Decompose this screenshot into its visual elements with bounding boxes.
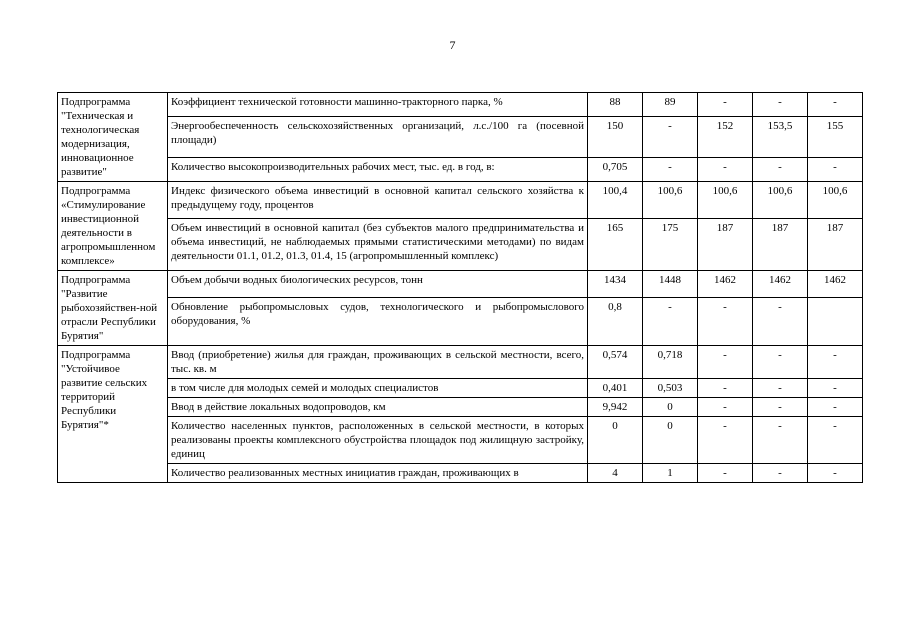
indicator-name: Количество высокопроизводительных рабочих мест, тыс. ед. в год, в:: [168, 158, 588, 182]
indicator-value: -: [698, 379, 753, 398]
indicator-value: -: [808, 379, 863, 398]
table-row: [58, 158, 863, 182]
indicator-value: 1462: [808, 271, 863, 298]
table-row: [58, 379, 863, 398]
indicator-value: -: [753, 298, 808, 346]
indicator-value: -: [698, 93, 753, 117]
indicator-name: Обновление рыбопромысловых судов, технологического и рыбопромыслового оборудования, %: [168, 298, 588, 346]
indicator-value: -: [808, 158, 863, 182]
indicator-value: 150: [588, 116, 643, 157]
table-row: [58, 271, 863, 298]
indicator-value: -: [753, 346, 808, 379]
indicator-value: -: [698, 417, 753, 464]
indicator-value: 100,6: [808, 182, 863, 219]
page-number: 7: [449, 38, 456, 52]
indicator-value: 9,942: [588, 398, 643, 417]
indicator-value: 187: [753, 218, 808, 270]
indicator-value: -: [808, 93, 863, 117]
subprogram-name: Подпрограмма "Устойчивое развитие сельских территорий Республики Бурятия"*: [58, 346, 168, 483]
indicators-table: [57, 92, 863, 483]
indicator-value: 100,6: [698, 182, 753, 219]
table-row: [58, 218, 863, 270]
table-row: [58, 116, 863, 157]
indicator-value: -: [753, 398, 808, 417]
table-row: [58, 346, 863, 379]
table-row: [58, 298, 863, 346]
indicator-value: 0: [643, 398, 698, 417]
indicator-name: Ввод (приобретение) жилья для граждан, проживающих в сельской местности, всего, тыс. кв. м: [168, 346, 588, 379]
table-row: [58, 417, 863, 464]
indicator-value: 0,8: [588, 298, 643, 346]
indicator-value: -: [643, 158, 698, 182]
indicator-value: -: [753, 379, 808, 398]
indicator-value: 1434: [588, 271, 643, 298]
indicator-value: 1: [643, 464, 698, 483]
indicator-name: Количество населенных пунктов, расположенных в сельской местности, в которых реализованы проекты комплексного обустройства площадок под жилищную застройку, единиц: [168, 417, 588, 464]
indicator-name: Объем инвестиций в основной капитал (без субъектов малого предпринимательства и объема инвестиций, не наблюдаемых прямыми статистическими методами) по видам деятельности 01.1, 01.2, 01.3, 01.4, 15 (агропромышленный комплекс): [168, 218, 588, 270]
indicator-value: -: [698, 464, 753, 483]
indicator-value: 1448: [643, 271, 698, 298]
indicator-value: 0,574: [588, 346, 643, 379]
indicator-value: 1462: [698, 271, 753, 298]
indicator-value: -: [808, 346, 863, 379]
indicator-name: Объем добычи водных биологических ресурсов, тонн: [168, 271, 588, 298]
indicator-name: Ввод в действие локальных водопроводов, км: [168, 398, 588, 417]
subprogram-name: Подпрограмма "Техническая и технологическая модернизация, инновационное развитие": [58, 93, 168, 182]
indicator-value: 0: [643, 417, 698, 464]
indicator-value: -: [808, 417, 863, 464]
indicator-value: 153,5: [753, 116, 808, 157]
indicator-value: 100,6: [643, 182, 698, 219]
indicator-value: -: [808, 398, 863, 417]
indicator-value: 0,401: [588, 379, 643, 398]
indicator-value: -: [698, 298, 753, 346]
indicator-value: 0,718: [643, 346, 698, 379]
indicator-value: 175: [643, 218, 698, 270]
indicator-name: Коэффициент технической готовности машинно-тракторного парка, %: [168, 93, 588, 117]
indicator-value: 88: [588, 93, 643, 117]
indicator-value: [808, 298, 863, 346]
indicator-value: -: [698, 346, 753, 379]
indicator-value: 1462: [753, 271, 808, 298]
indicator-value: -: [753, 93, 808, 117]
indicator-value: 89: [643, 93, 698, 117]
subprogram-name: Подпрограмма «Стимулирование инвестиционной деятельности в агропромышленном комплексе»: [58, 182, 168, 271]
indicator-value: -: [698, 158, 753, 182]
table-row: [58, 464, 863, 483]
indicator-value: 100,6: [753, 182, 808, 219]
indicator-name: Количество реализованных местных инициатив граждан, проживающих в: [168, 464, 588, 483]
indicator-value: -: [753, 417, 808, 464]
indicator-value: 100,4: [588, 182, 643, 219]
indicator-value: -: [643, 298, 698, 346]
indicator-value: 0: [588, 417, 643, 464]
table-row: [58, 93, 863, 117]
indicator-value: -: [753, 464, 808, 483]
indicator-name: в том числе для молодых семей и молодых специалистов: [168, 379, 588, 398]
table-row: [58, 398, 863, 417]
indicator-value: 152: [698, 116, 753, 157]
subprogram-name: Подпрограмма "Развитие рыбохозяйствен-ной отрасли Республики Бурятия": [58, 271, 168, 346]
indicator-value: 155: [808, 116, 863, 157]
indicator-value: 165: [588, 218, 643, 270]
table-row: [58, 182, 863, 219]
indicator-value: 0,503: [643, 379, 698, 398]
indicator-value: 187: [698, 218, 753, 270]
indicator-value: -: [753, 158, 808, 182]
indicator-value: 4: [588, 464, 643, 483]
indicator-value: -: [808, 464, 863, 483]
indicator-value: 0,705: [588, 158, 643, 182]
indicator-name: Индекс физического объема инвестиций в основной капитал сельского хозяйства к предыдущему году, процентов: [168, 182, 588, 219]
indicator-name: Энергообеспеченность сельскохозяйственных организаций, л.с./100 га (посевной площади): [168, 116, 588, 157]
indicator-value: -: [698, 398, 753, 417]
indicator-value: 187: [808, 218, 863, 270]
indicator-value: -: [643, 116, 698, 157]
